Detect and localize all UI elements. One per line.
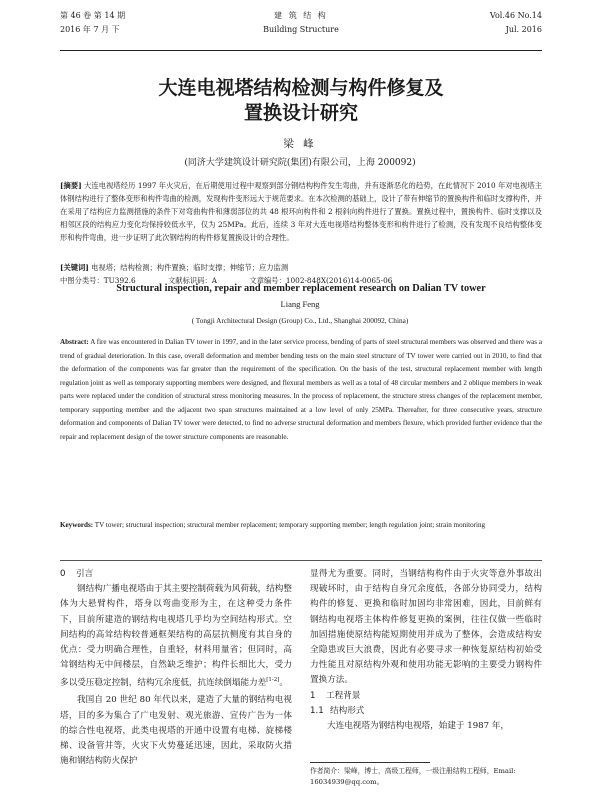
author-footnote: 作者简介：梁峰，博士，高级工程师，一级注册结构工程师，Email: 16034939@qq.com。 (310, 767, 516, 786)
keywords-cn: [关键词] 电视塔；结构检测；构件置换；临时支撑；伸缩节；应力监测 (60, 263, 289, 272)
abstract-cn-text: 大连电视塔经历 1997 年火灾后，在后期使用过程中观察到部分钢结构构件发生弯曲，并有逐渐恶化的趋势，在此情况下 2010 年对电视塔主体钢结构进行了整体变形和构件弯曲的检测，发现构件变形远大于规范要求。在本次检测的基础上，设计了带有伸缩节的置换构件和临时支撑构件，并在采用了结构应力监测措施的条件下对弯曲构件和薄弱部位的共 48 根环向构件和 2 根斜向构件进行了置换。置换过程中，置换构件、临时支撑以及相邻区段的结构应力变化均保持较低水平，仅为 25MPa。此后，连续 3 年对大连电视塔结构整体变形和构件进行了检测，没有发现不良结构整体变形和构件弯曲，进一步证明了此次钢结构的构件修复置换设计的合理性。 (60, 181, 542, 242)
english-author: Liang Feng (280, 299, 320, 309)
footnote-rule (310, 762, 430, 763)
abstract-en-label: Abstract: (60, 338, 89, 346)
article-number: 文章编号：1002-848X(2016)14-0065-06 (249, 276, 393, 285)
paper-title: 大连电视塔结构检测与构件修复及 置换设计研究 (158, 77, 444, 124)
header-volume-info: Vol.46 No.14 Jul. 2016 (489, 11, 542, 34)
body-paragraph: 显得尤为重要。同时，当钢结构构件由于火灾等意外事故出现破坏时，由于结构自身冗余度低，各部分协同受力，结构构件的修复、更换和临时加固均非常困难，因此，目前鲜有钢结构电视塔主体构件修复更换的案例，往往仅做一些临时加固措施使原结构能短期使用并成为了整体，会造成结构安全隐患或巨大浪费，因此有必要寻求一种恢复原结构初始受力性能且对原结构外观和使用功能无影响的主要受力钢构件置换方法。 (310, 569, 542, 686)
header-rule (60, 50, 542, 51)
keywords-en: Keywords: TV tower; structural inspection; structural member replacement; temporary supporting member; length regulation joint; strain monitoring (60, 521, 486, 529)
body-paragraph: 大连电视塔为钢结构电视塔，始建于 1987 年， (327, 721, 510, 732)
author-affiliation: (同济大学建筑设计研究院(集团)有限公司，上海 200092) (184, 158, 416, 168)
english-affiliation: ( Tongji Architectural Design (Group) Co., Ltd., Shanghai 200092, China) (191, 316, 409, 325)
abstract-cn-label: [摘要] (60, 181, 82, 190)
body-paragraph: 我国自 20 世纪 80 年代以来，建造了大量的钢结构电视塔，目的多为集合了广电发射、观光旅游、宣传广告为一体的综合性电视塔，此类电视塔的开通中设置有电梯、旋梯楼梯、设备管井等，火灾下火势蔓延迅速，因此，采取防火措施和钢结构防火保护 (60, 695, 292, 767)
section-heading-intro: 0 引言 (60, 569, 94, 579)
subsection-heading-structure: 1.1 结构形式 (310, 705, 365, 716)
body-column-left (60, 567, 292, 770)
body-column-right (310, 567, 542, 734)
section-heading-background: 1 工程背景 (310, 690, 361, 701)
header-issue-info: 第 46 卷 第 14 期 2016 年 7 月 下 (60, 11, 126, 34)
abstract-en-text: A fire was encountered in Dalian TV tower in 1997, and in the later service process, bending of parts of steel structural members was observed and there was a trend of gradual deterioration. In this case, overall deformation and member bending tests on the main steel structure of TV tower were carried out in 2010, to find that the deformation of the components was far greater than the requirement of the specification. On the basis of the test, structural replacement member with length regulation joint as well as temporary supporting members were designed, and flexural members as well as a total of 48 circular members and 2 oblique members in weak parts were replaced under the condition of structural stress monitoring measures. In the process of replacement, the structure stress changes of the replacement member, temporary supporting member and the adjacent two span structures maintained at a low level of only 25MPa. Thereafter, for three consecutive years, structure deformation and components of Dalian TV tower were detected, to find no adverse structural deformation and members flexure, which provided further evidence that the repair and replacement design of the tower structure components are reasonable. (60, 338, 542, 441)
abstract-cn (60, 180, 542, 245)
section-divider (60, 560, 542, 561)
body-paragraph: 钢结构广播电视塔由于其主要控制荷载为风荷载，结构整体为大悬臂构件，塔身以弯曲变形为主，在这种受力条件下，目前所建造的钢结构电视塔几乎均为空间结构形式。空间结构的高耸结构较普通框架结构的高层抗侧度有其自身的优点：受力明确合理性，自重轻，材料用量省；但同时，高耸钢结构无中间楼层，自然缺乏维护；构件长细比大，受力多以受压稳定控制，结构冗余度低，抗连续倒塌能力差[1-2]。 (60, 584, 292, 689)
document-code: 文献标识码：A (168, 276, 218, 285)
clc-number: 中图分类号：TU392.6 (60, 276, 136, 285)
abstract-en (60, 336, 542, 444)
running-header (60, 9, 542, 49)
english-title: Structural inspection, repair and member replacement research on Dalian TV tower (116, 283, 486, 294)
citation-ref: [1-2] (266, 677, 280, 684)
author-name: 梁 峰 (283, 138, 317, 150)
header-journal-name: 建 筑 结 构 Building Structure (263, 11, 339, 34)
